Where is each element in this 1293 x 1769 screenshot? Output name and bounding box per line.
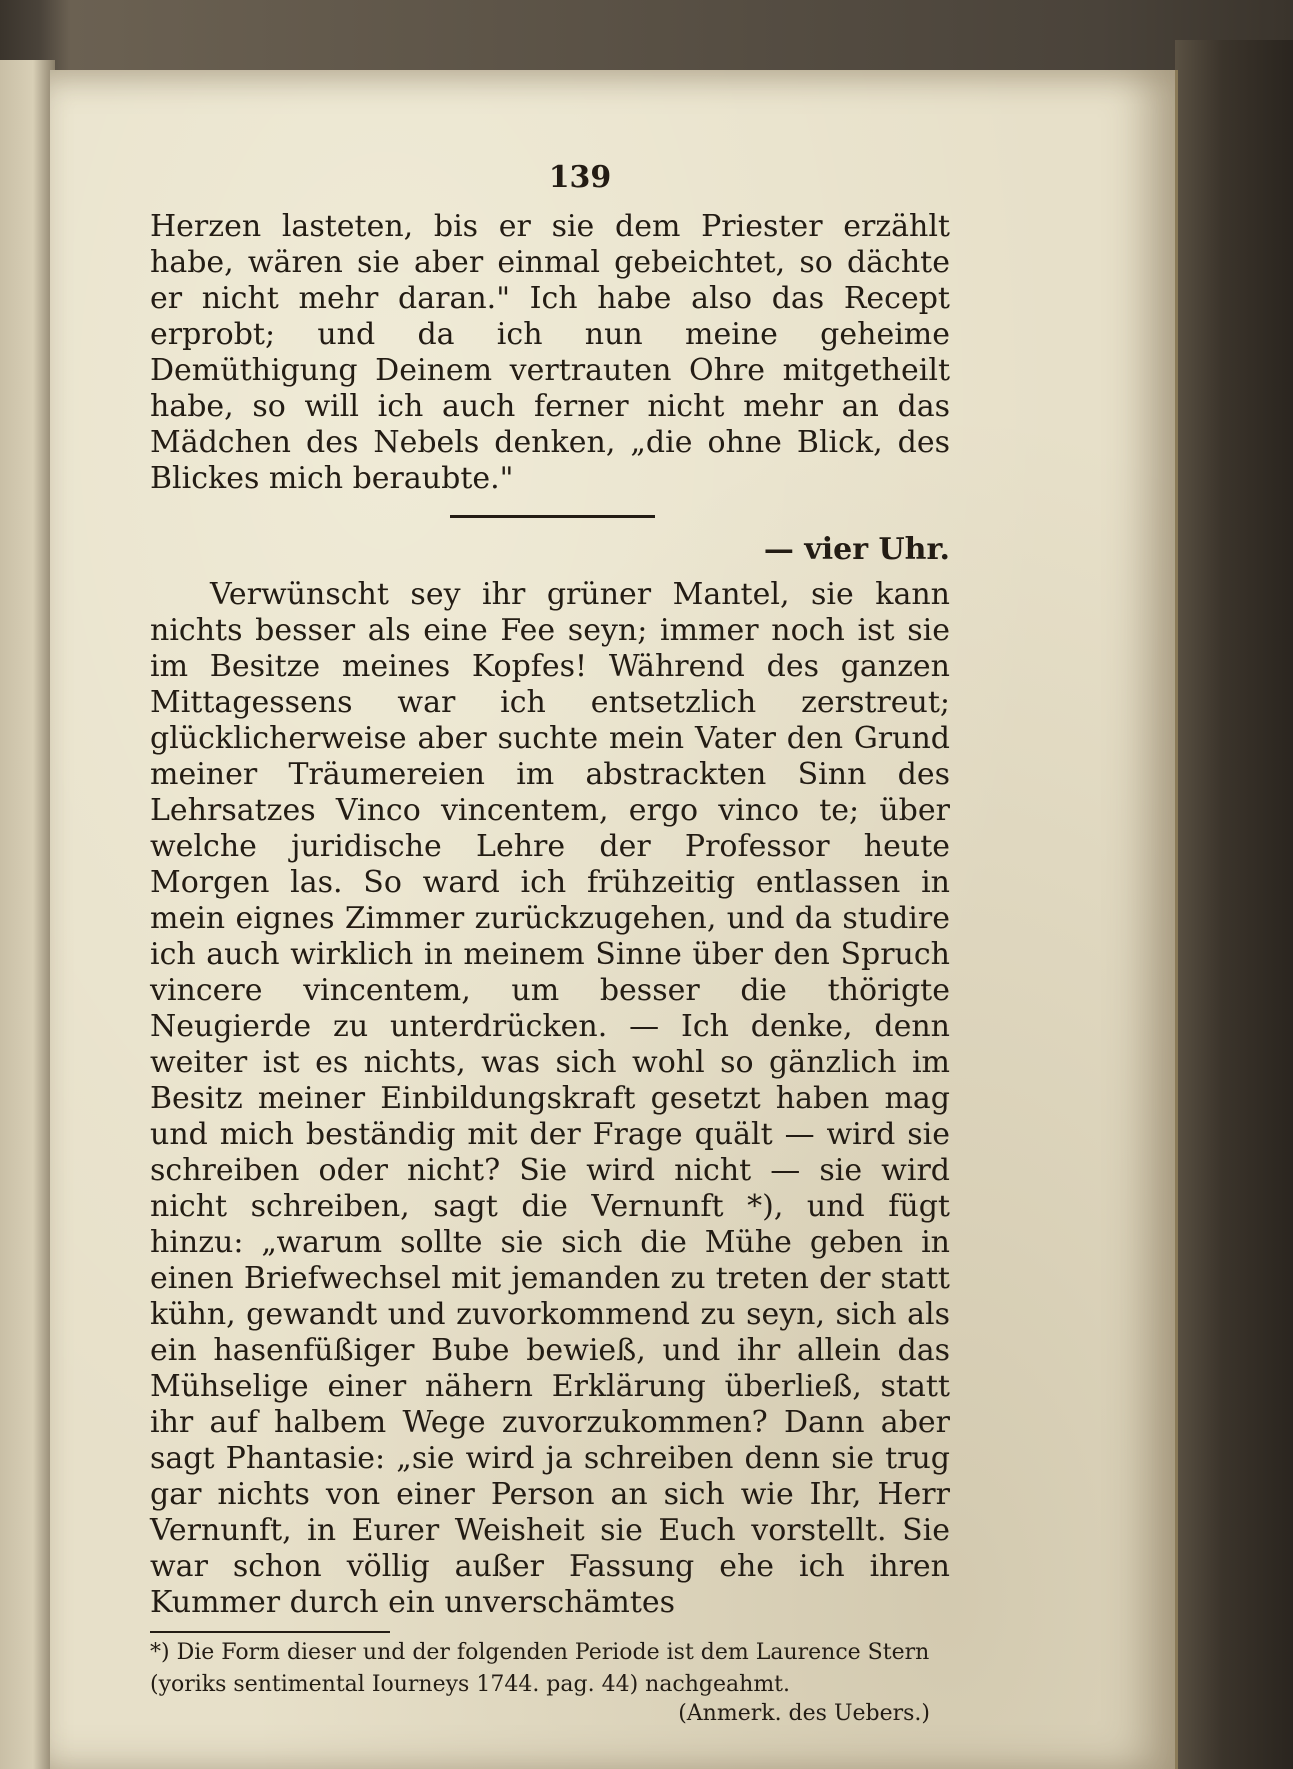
page-text — [150, 160, 950, 1726]
book-cover-edge — [1175, 40, 1293, 1769]
footnote: *) Die Form dieser und der folgenden Periode ist dem Laurence Stern (yoriks sentimental Iourneys 1744. pag. 44) nachgeahmt. — [150, 1640, 930, 1697]
section-heading: — vier Uhr. — [763, 532, 950, 567]
main-paragraph: Verwünscht sey ihr grüner Mantel, sie kann nichts besser als eine Fee seyn; immer noch ist sie im Besitze meines Kopfes! Während des ganzen Mittagessens war ich entsetzlich zerstreut; glücklicherweise aber suchte mein Vater den Grund meiner Träumereien im abstrackten Sinn des Lehrsatzes Vinco vincentem, ergo vinco te; über welche juridische Lehre der Professor heute Morgen las. So ward ich frühzeitig entlassen in mein eignes Zimmer zurückzugehen, und da studire ich auch wirklich in meinem Sinne über den Spruch vincere vincentem, um besser die thörigte Neugierde zu unterdrücken. — Ich denke, denn weiter ist es nichts, was sich wohl so gänzlich im Besitz meiner Einbildungskraft gesetzt haben mag und mich beständig mit der Frage quält — wird sie schreiben oder nicht? Sie wird nicht — sie wird nicht schreiben, sagt die Vernunft *), und fügt hinzu: „warum sollte sie sich die Mühe geben in einen Briefwechsel mit jemanden zu treten der statt kühn, gewandt und zuvorkommend zu seyn, sich als ein hasenfüßiger Bube bewieß, und ihr allein das Mühselige einer nähern Erklärung überließ, statt ihr auf halbem Wege zuvorzukommen? Dann aber sagt Phantasie: „sie wird ja schreiben denn sie trug gar nichts von einer Person an sich wie Ihr, Herr Vernunft, in Eurer Weisheit sie Euch vorstellt. Sie war schon völlig außer Fassung ehe ich ihren Kummer durch ein unverschämtes — [150, 577, 950, 1620]
footnote-divider — [150, 1631, 390, 1633]
section-divider — [450, 515, 655, 518]
left-page-edge — [0, 60, 55, 1769]
top-paragraph: Herzen lasteten, bis er sie dem Priester erzählt habe, wären sie aber einmal gebeichtet, so dächte er nicht mehr daran." Ich habe also das Recept erprobt; und da ich nun meine geheime Demüthigung Deinem vertrauten Ohre mitgetheilt habe, so will ich auch ferner nicht mehr an das Mädchen des Nebels denken, „die ohne Blick, des Blickes mich beraubte." — [150, 209, 950, 496]
page-number: 139 — [548, 160, 612, 195]
footnote-attribution: (Anmerk. des Uebers.) — [678, 1701, 930, 1726]
